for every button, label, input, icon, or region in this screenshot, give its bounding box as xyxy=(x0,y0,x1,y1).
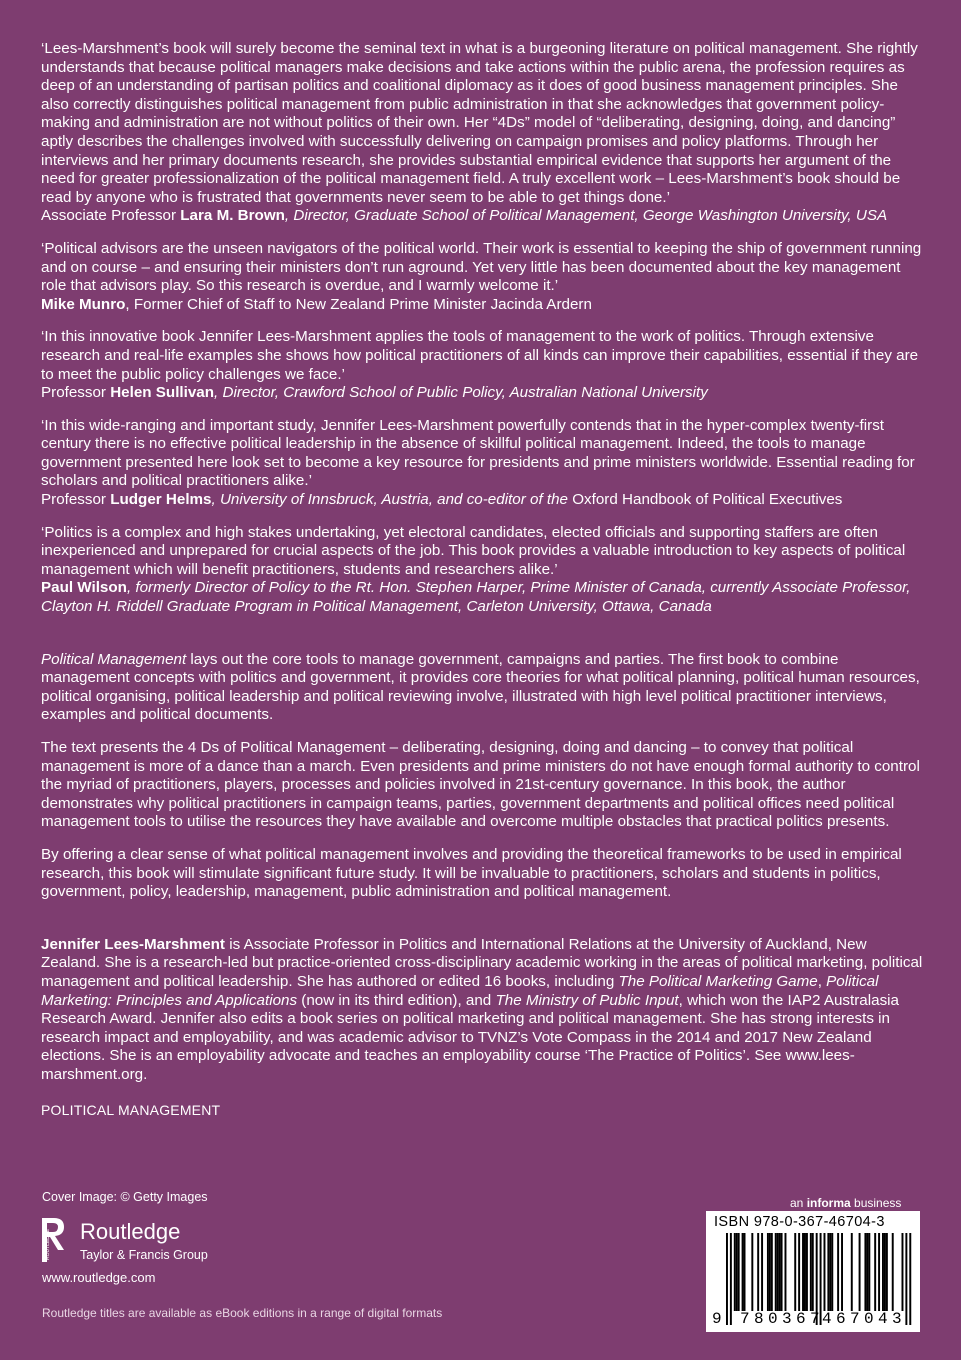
barcode-bar xyxy=(886,1233,888,1311)
barcode-bar xyxy=(738,1233,740,1311)
ebook-note: Routledge titles are available as eBook editions in a range of digital formats xyxy=(42,1306,443,1320)
barcode-bar xyxy=(785,1233,787,1311)
description-paragraph: By offering a clear sense of what political management involves and providing the theoretical frameworks to be used in empirical research, this book will stimulate significant future study. It will be invaluable to practitioners, scholars and students in politics, government, policy, leadership, management, public administration and political management. xyxy=(41,845,902,901)
barcode-bar xyxy=(882,1233,884,1311)
quote-text: ‘Lees-Marshment’s book will surely become the seminal text in what is a burgeoning literature on political management. She rightly understands that because political managers make decisions and take actions within the public arena, the profession requires as deep of an understanding of partisan politics and coalitional diplomacy as it does of good business management principles. She also correctly distinguishes political management from public administration in that she acknowledges that government policy-making and administration are not without politics of their own. Her “4Ds” model of “deliberating, designing, doing, and dancing” aptly describes the challenges involved with successfully delivering on campaign promises and policy platforms. Through her interviews and her primary documents research, she provides substantial empirical evidence that supports her argument of the need for greater professionalization of the political management field. A truly excellent work – Lees-Marshment’s book should be read by anyone who is frustrated that governments never seem to be able to get things done.’ xyxy=(41,40,918,206)
barcode-left-digits: 780367 xyxy=(740,1310,825,1328)
endorser-name: Paul Wilson xyxy=(41,579,127,597)
text-column xyxy=(41,40,925,1119)
barcode-bar xyxy=(868,1233,870,1311)
series-title: POLITICAL MANAGEMENT xyxy=(41,1101,221,1118)
barcode-bar xyxy=(892,1233,894,1311)
barcode-bar xyxy=(902,1233,904,1311)
barcode-bar xyxy=(781,1233,783,1311)
barcode-bar xyxy=(761,1233,763,1311)
cover-image-credit: Cover Image: © Getty Images xyxy=(42,1190,208,1204)
quote-attribution xyxy=(41,296,925,315)
barcode-bar xyxy=(812,1233,814,1311)
quote-text: ‘Politics is a complex and high stakes undertaking, yet electoral candidates, elected officials and supporting staffers are often inexperienced and unprepared for crucial aspects of the job. This book provides a valuable introduction to key aspects of political management which will benefit practitioners, students and researchers alike.’ xyxy=(41,523,906,578)
informa-tagline: an informa business xyxy=(790,1196,902,1210)
barcode-bar xyxy=(767,1233,769,1311)
endorser-role: , formerly Director of Policy to the Rt. Hon. Stephen Harper, Prime Minister of Canada, currently Associate Professor, Clayton H. Riddell Graduate Program in Political Management, Carleton University, Ottawa, Canada xyxy=(41,579,911,616)
barcode-bar xyxy=(802,1233,804,1311)
barcode-right-digits: 467043 xyxy=(822,1310,907,1328)
barcode-bar xyxy=(734,1233,736,1311)
quote-attribution: Professor Helen Sullivan, Director, Crawford School of Public Policy, Australian National University xyxy=(41,384,708,402)
barcode-bar xyxy=(744,1233,746,1311)
quote-text: ‘In this innovative book Jennifer Lees-Marshment applies the tools of management to the work of politics. Through extensive research and real-life examples she shows how political practitioners of all kinds can improve their capabilities, essential if they are to meet the public policy challenges we face.’ xyxy=(41,328,919,383)
quote-text: ‘Political advisors are the unseen navigators of the political world. Their work is essential to keeping the ship of government running and on course – and ensuring their ministers don’t run aground. Yet very little has been documented about the key management role that advisors play. So this research is overdue, and I warmly welcome it.’ xyxy=(41,239,922,295)
description-paragraph: The text presents the 4 Ds of Political Management – deliberating, designing, doing and dancing – to convey that political management is more of a dance than a march. Even presidents and prime ministers do not have enough formal authority to control the myriad of practitioners, players, processes and policies involved in 21st-century governance. In this book, the author demonstrates why political practitioners in campaign teams, parties, government departments and political offices need political management tools to utilise the resources they have available and overcome multiple obstacles that practical politics presents. xyxy=(41,739,920,831)
barcode-bar xyxy=(884,1233,886,1311)
author-bio xyxy=(41,936,925,1085)
barcode-bar xyxy=(771,1233,773,1311)
barcode-bar xyxy=(829,1233,831,1311)
barcode-bar xyxy=(909,1233,911,1325)
informa-brand: informa xyxy=(806,1196,851,1210)
barcode-bar xyxy=(859,1233,861,1311)
book-title: Political Management xyxy=(41,650,187,668)
endorser-role: , Director, Crawford School of Public Policy, Australian National University xyxy=(214,384,708,402)
author-name: Jennifer Lees-Marshment xyxy=(41,935,225,953)
barcode-bar xyxy=(775,1233,777,1311)
barcode-bar xyxy=(736,1233,738,1311)
barcode-bar xyxy=(827,1233,829,1311)
publisher-url[interactable]: www.routledge.com xyxy=(42,1270,156,1285)
barcode-bar xyxy=(874,1233,876,1311)
bio-paragraph: Jennifer Lees-Marshment is Associate Professor in Politics and International Relations at the University of Auckland, New Zealand. She is a research-led but practice-oriented cross-disciplinary academic working in the areas of political marketing, political management and political leadership. She has authored or edited 16 books, including The Political Marketing Game, Political Marketing: Principles and Applications (now in its third edition), and The Ministry of Public Input, which won the IAP2 Australasia Research Award. Jennifer also edits a book series on political marketing and political management. She has strong interests in research impact and employability, and was academic advisor to TVNZ’s Vote Compass in the 2014 and 2017 New Zealand elections. She is an employability advocate and teaches an employability course ‘The Practice of Politics’. See www.lees-marshment.org. xyxy=(41,935,923,1083)
barcode-bar xyxy=(804,1233,806,1311)
quote-attribution: Professor Ludger Helms, University of Innsbruck, Austria, and co-editor of the Oxford Handbook of Political Executives xyxy=(41,491,843,509)
barcode-first-digit: 9 xyxy=(712,1310,722,1328)
endorser-name: Ludger Helms xyxy=(110,491,212,509)
quote-attribution xyxy=(41,579,925,616)
barcode-bar xyxy=(742,1233,744,1311)
barcode-bar xyxy=(810,1233,812,1311)
barcode-bar xyxy=(726,1233,728,1325)
barcode-bar xyxy=(806,1233,808,1311)
barcode-bar xyxy=(837,1233,839,1311)
svg-text:ROUTLEDGE: ROUTLEDGE xyxy=(45,1228,51,1260)
barcode-bar xyxy=(864,1233,866,1311)
endorsement-quote xyxy=(41,524,925,617)
barcode-bar xyxy=(866,1233,868,1311)
endorsement-quote xyxy=(41,240,925,314)
barcode-bar xyxy=(878,1233,880,1311)
quote-attribution: Associate Professor Lara M. Brown, Director, Graduate School of Political Management, George Washington University, USA xyxy=(41,207,888,225)
description-paragraph: Political Management lays out the core tools to manage government, campaigns and parties. The first book to combine management concepts with politics and government, it provides core theories for what political planning, political human resources, political organising, political leadership and political reviewing involve, illustrated with high level political practitioner interviews, examples and political documents. xyxy=(41,650,920,724)
barcode-bar xyxy=(794,1233,796,1311)
endorser-role: , Former Chief of Staff to New Zealand Prime Minister Jacinda Ardern xyxy=(125,295,592,313)
endorsement-quote xyxy=(41,417,925,510)
endorser-name: Helen Sullivan xyxy=(110,384,215,402)
barcode-bar xyxy=(769,1233,771,1311)
isbn-text: ISBN 978-0-367-46704-3 xyxy=(714,1214,885,1230)
barcode-bar xyxy=(841,1233,843,1311)
barcode-bar xyxy=(831,1233,833,1311)
barcode-bar xyxy=(730,1233,732,1325)
quote-text: ‘In this wide-ranging and important study, Jennifer Lees-Marshment powerfully contends that in the hyper-complex twenty-first century there is no effective political leadership in the absence of skillful political management. Indeed, the tools to manage government presented here look set to become a key resource for presidents and prime ministers worldwide. Essential reading for scholars and political practitioners alike.’ xyxy=(41,416,915,490)
barcode-bar xyxy=(777,1233,779,1311)
isbn-barcode xyxy=(706,1211,920,1332)
barcode-bar xyxy=(851,1233,853,1311)
barcode-bar xyxy=(757,1233,759,1311)
barcode-bar xyxy=(798,1233,800,1311)
endorser-role: , Director, Graduate School of Political Management, George Washington University, USA xyxy=(284,207,888,225)
barcode-bar xyxy=(779,1233,781,1311)
barcode-bar xyxy=(824,1233,826,1311)
endorser-role: , University of Innsbruck, Austria, and co-editor of the xyxy=(211,491,573,509)
endorsement-quote xyxy=(41,40,925,226)
routledge-logo xyxy=(40,1216,240,1266)
routledge-r-icon xyxy=(40,1216,66,1266)
publisher-group: Taylor & Francis Group xyxy=(80,1248,208,1262)
endorser-name: Mike Munro xyxy=(41,295,126,313)
endorsement-quote xyxy=(41,328,925,402)
barcode-bar xyxy=(751,1233,753,1311)
book-description xyxy=(41,651,925,902)
endorser-name: Lara M. Brown xyxy=(180,207,285,225)
publisher-name: Routledge xyxy=(80,1219,181,1244)
handbook-title: Oxford Handbook of Political Executives xyxy=(572,491,843,509)
